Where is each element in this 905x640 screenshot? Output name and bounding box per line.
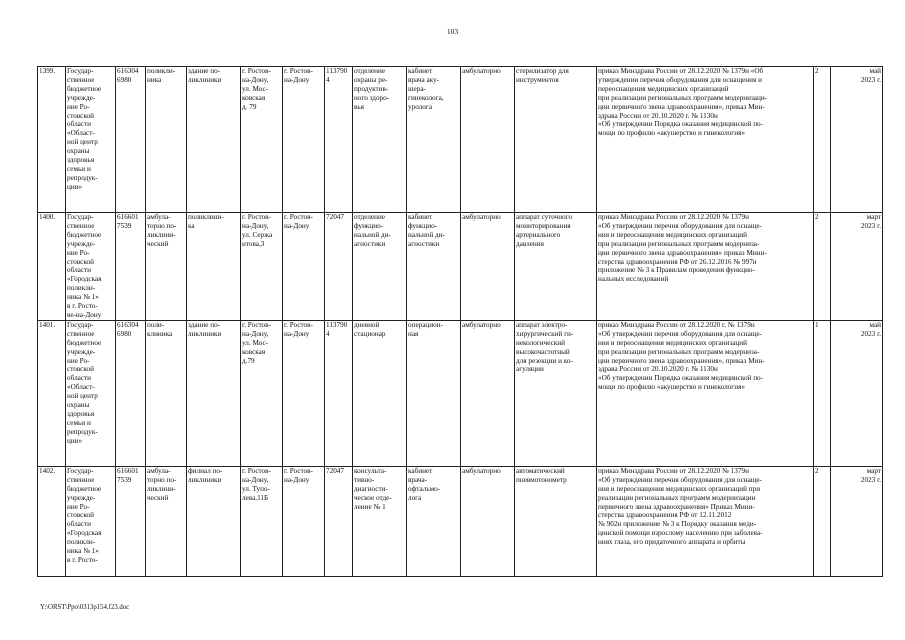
organization-line: бюджетное <box>67 484 102 493</box>
equipment-line: для резекции и ко- <box>516 356 573 365</box>
city-line: г. Ростов- <box>284 320 313 329</box>
organization-line: ние Ро- <box>67 102 90 111</box>
organization-line: ние Ро- <box>67 356 90 365</box>
quantity-value: 2 <box>815 213 819 221</box>
department-cell <box>353 466 407 576</box>
institution-type-line: клиника <box>147 329 173 338</box>
address-line: на-Дону, <box>242 475 269 484</box>
table-row <box>38 320 883 466</box>
organization-code-line: 6980 <box>117 75 132 84</box>
organization-line: ной центр <box>67 138 98 147</box>
quantity-value: 2 <box>815 466 819 475</box>
location-code-line: 4 <box>326 329 330 338</box>
row-number-value: 1399. <box>39 67 56 75</box>
room-line: врача- <box>408 475 428 484</box>
legal-basis-cell <box>597 213 814 321</box>
department-line: вья <box>354 102 364 111</box>
room-line: лога <box>408 493 422 502</box>
institution-type-cell <box>146 320 187 466</box>
organization-line: «Городская <box>67 275 102 284</box>
legal-basis-cell <box>597 320 814 466</box>
organization-line: поликли- <box>67 284 96 293</box>
location-code-line: 4 <box>326 75 330 84</box>
organization-line: учрежде- <box>67 93 96 102</box>
due-date-line: май <box>869 67 881 75</box>
building-cell <box>187 320 241 466</box>
room-line: функцио- <box>408 221 438 230</box>
organization-code-cell <box>116 213 146 321</box>
department-line: диагности- <box>354 484 388 493</box>
quantity-cell <box>814 213 831 321</box>
legal-basis-line: ции первичного звена здравоохранения» приказ Мини- <box>598 248 767 257</box>
equipment-cell <box>515 466 597 576</box>
organization-line: ственное <box>67 475 95 484</box>
legal-basis-line: цинской помощи взрослому населению при заболева- <box>598 529 763 538</box>
city-line: на-Дону <box>284 221 310 230</box>
equipment-line: стерилизатор для <box>516 67 569 75</box>
quantity-cell <box>814 320 831 466</box>
organization-line: бюджетное <box>67 338 102 347</box>
equipment-line: пневмотонометр <box>516 475 567 484</box>
address-line: лева,11Б <box>242 493 269 502</box>
department-line: продуктив- <box>354 84 389 93</box>
address-line: нтова,3 <box>242 239 265 248</box>
legal-basis-line: переоснащения медицинских организаций <box>598 84 729 93</box>
address-line: на-Дону, <box>242 329 269 338</box>
organization-line: Государ- <box>67 67 94 75</box>
organization-line: ции» <box>67 182 83 191</box>
organization-line: ственное <box>67 221 95 230</box>
building-cell <box>187 213 241 321</box>
due-date-line: март <box>866 466 881 475</box>
equipment-line: артериального <box>516 230 561 239</box>
organization-line: охраны <box>67 401 90 410</box>
organization-line: здоровья <box>67 409 95 418</box>
address-line: ковская <box>242 93 266 102</box>
room-cell <box>407 213 461 321</box>
building-line: здание по- <box>188 67 221 75</box>
room-cell <box>407 67 461 213</box>
equipment-cell <box>515 67 597 213</box>
due-date-cell <box>831 466 883 576</box>
organization-line: поликли- <box>67 538 96 547</box>
location-code-cell <box>325 320 353 466</box>
equipment-line: высокочастотный <box>516 347 570 356</box>
care-condition-line: амбулаторно <box>462 213 501 221</box>
room-line: ная <box>408 329 419 338</box>
organization-line: стовской <box>67 257 94 266</box>
due-date-cell <box>831 320 883 466</box>
organization-line: ника № 1» <box>67 547 99 556</box>
room-line: нальной ди- <box>408 230 445 239</box>
institution-type-line: ника <box>147 75 162 84</box>
legal-basis-line: при реализации региональных программ модерниза- <box>598 239 760 248</box>
room-line: кабинет <box>408 67 433 75</box>
row-number-value: 1402. <box>39 466 56 475</box>
quantity-cell <box>814 466 831 576</box>
legal-basis-line: ния и переоснащения медицинских организаций при <box>598 484 761 493</box>
legal-basis-line: здрава России от 20.10.2020 г. № 1130н <box>598 111 718 120</box>
organization-code-line: 7539 <box>117 475 132 484</box>
address-line: на-Дону, <box>242 75 269 84</box>
legal-basis-line: ния и переоснащения медицинских организаций <box>598 230 747 239</box>
row-number-value: 1400. <box>39 213 56 221</box>
legal-basis-line: ниях глаза, его придаточного аппарата и орбиты <box>598 538 746 547</box>
organization-line: учрежде- <box>67 493 96 502</box>
department-line: ление № 1 <box>354 502 386 511</box>
legal-basis-line: утверждении перечня оборудования для оснащения и <box>598 75 762 84</box>
room-line: агностики <box>408 239 440 248</box>
department-line: нальной ди- <box>354 230 391 239</box>
department-line: ческое отде- <box>354 493 392 502</box>
table-body <box>38 67 883 577</box>
institution-type-line: ликлини- <box>147 484 176 493</box>
address-line: ковская <box>242 347 266 356</box>
address-line: г. Ростов- <box>242 67 271 75</box>
room-line: шера- <box>408 84 426 93</box>
care-condition-line: амбулаторно <box>462 466 501 475</box>
room-line: кабинет <box>408 213 433 221</box>
address-cell <box>241 320 283 466</box>
due-date-line: май <box>869 320 881 329</box>
organization-line: стовской <box>67 511 94 520</box>
city-line: г. Ростов- <box>284 466 313 475</box>
organization-code-line: 616304 <box>117 67 139 75</box>
row-number-cell <box>38 213 66 321</box>
care-condition-line: амбулаторно <box>462 67 501 75</box>
organization-line: семьи и <box>67 418 91 427</box>
organization-code-line: 616304 <box>117 320 139 329</box>
organization-code-cell <box>116 320 146 466</box>
equipment-line: хирургический ги- <box>516 329 574 338</box>
care-condition-cell <box>461 466 515 576</box>
quantity-value: 1 <box>815 320 819 329</box>
due-date-line: 2023 г. <box>860 221 881 230</box>
department-line: консульта- <box>354 466 387 475</box>
address-line: ул. Сержа <box>242 230 273 239</box>
building-line: поликлини- <box>188 213 224 221</box>
department-cell <box>353 67 407 213</box>
organization-line: «Област- <box>67 129 95 138</box>
page-number: 103 <box>446 27 459 36</box>
location-code-cell <box>325 67 353 213</box>
footer-file-path: Y:\ORST\Ppo\0313p154.f23.doc <box>40 604 130 611</box>
department-line: тивно- <box>354 475 375 484</box>
organization-line: Государ- <box>67 213 94 221</box>
care-condition-cell <box>461 320 515 466</box>
institution-type-cell <box>146 466 187 576</box>
legal-basis-line: стерства здравоохранения РФ от 12.11.2012 <box>598 511 732 520</box>
institution-type-cell <box>146 213 187 321</box>
building-cell <box>187 466 241 576</box>
address-line: г. Ростов- <box>242 466 271 475</box>
legal-basis-line: нальных исследований <box>598 275 669 284</box>
organization-code-cell <box>116 466 146 576</box>
organization-line: ции» <box>67 436 83 445</box>
address-cell <box>241 67 283 213</box>
organization-line: ственное <box>67 75 95 84</box>
organization-line: в г. Росто- <box>67 555 98 564</box>
row-number-cell <box>38 67 66 213</box>
organization-line: ственное <box>67 329 95 338</box>
equipment-line: аппарат электро- <box>516 320 568 329</box>
location-code-cell <box>325 466 353 576</box>
equipment-cell <box>515 213 597 321</box>
building-line: ликлиники <box>188 475 222 484</box>
equipment-table <box>37 66 883 577</box>
room-cell <box>407 466 461 576</box>
room-line: гинеколога, <box>408 93 444 102</box>
organization-line: учрежде- <box>67 347 96 356</box>
organization-line: области <box>67 120 92 129</box>
legal-basis-line: реализации региональных программ модернизации <box>598 493 756 502</box>
equipment-line: мониторирования <box>516 221 571 230</box>
due-date-line: 2023 г. <box>860 75 881 84</box>
department-line: отделение <box>354 213 386 221</box>
location-code-cell <box>325 213 353 321</box>
organization-line: бюджетное <box>67 230 102 239</box>
organization-line: ние Ро- <box>67 248 90 257</box>
due-date-line: 2023 г. <box>860 475 881 484</box>
institution-type-line: ческий <box>147 239 169 248</box>
organization-line: «Городская <box>67 529 102 538</box>
legal-basis-cell <box>597 67 814 213</box>
equipment-line: агуляции <box>516 365 544 374</box>
city-cell <box>283 320 325 466</box>
room-line: кабинет <box>408 466 433 475</box>
care-condition-cell <box>461 213 515 321</box>
legal-basis-line: «Об утверждении перечня оборудования для оснаще- <box>598 329 762 338</box>
legal-basis-line: мощи по профилю «акушерство и гинекология» <box>598 383 745 392</box>
equipment-line: автоматический <box>516 466 565 475</box>
legal-basis-line: приказ Минздрава России от 28.12.2020 № 1379н «Об <box>598 67 764 75</box>
city-line: на-Дону <box>284 329 310 338</box>
institution-type-line: торно по- <box>147 475 177 484</box>
care-condition-cell <box>461 67 515 213</box>
row-number-cell <box>38 320 66 466</box>
legal-basis-line: ции первичного звена здравоохранения», приказ Мин- <box>598 102 765 111</box>
organization-line: ника № 1» <box>67 293 99 302</box>
organization-line: области <box>67 520 92 529</box>
city-line: на-Дону <box>284 475 310 484</box>
due-date-line: 2023 г. <box>860 329 881 338</box>
room-line: офтальмо- <box>408 484 441 493</box>
organization-cell <box>66 213 116 321</box>
department-line: охраны ре- <box>354 75 388 84</box>
legal-basis-line: № 902н приложение № 3 к Порядку оказания меди- <box>598 520 757 529</box>
department-line: дневной <box>354 320 380 329</box>
building-line: здание по- <box>188 320 221 329</box>
legal-basis-line: при реализации региональных программ модерниза- <box>598 347 760 356</box>
legal-basis-line: «Об утверждении перечня оборудования для оснаще- <box>598 475 762 484</box>
organization-line: в г. Росто- <box>67 302 98 311</box>
legal-basis-line: приложение № 3 к Правилам проведения функцио- <box>598 266 755 275</box>
legal-basis-line: приказ Минздрава России от 28.12.2020 № 1379н <box>598 466 749 475</box>
address-line: г. Ростов- <box>242 320 271 329</box>
organization-cell <box>66 466 116 576</box>
legal-basis-line: приказ Минздрава России от 28.12.2020 г. № 1379н <box>598 320 755 329</box>
department-line: стационар <box>354 329 386 338</box>
legal-basis-line: «Об утверждении Порядка оказания медицинской по- <box>598 374 764 383</box>
building-line: ликлиники <box>188 329 222 338</box>
address-line: ул. Тупо- <box>242 484 270 493</box>
department-line: функцио- <box>354 221 384 230</box>
quantity-value: 2 <box>815 67 819 75</box>
department-cell <box>353 320 407 466</box>
city-line: на-Дону <box>284 75 310 84</box>
legal-basis-line: стерства здравоохранения РФ от 26.12.2016 № 997н <box>598 257 757 266</box>
city-line: г. Ростов- <box>284 67 313 75</box>
room-line: уролога <box>408 102 433 111</box>
organization-cell <box>66 320 116 466</box>
building-line: ка <box>188 221 195 230</box>
organization-line: репродук- <box>67 427 98 436</box>
room-line: врача аку- <box>408 75 440 84</box>
organization-line: стовской <box>67 111 94 120</box>
address-line: г. Ростов- <box>242 213 271 221</box>
organization-line: ве-на-Дону <box>67 310 102 319</box>
equipment-cell <box>515 320 597 466</box>
organization-cell <box>66 67 116 213</box>
organization-line: области <box>67 374 92 383</box>
legal-basis-line: «Об утверждении перечня оборудования для оснаще- <box>598 221 762 230</box>
institution-type-line: поли- <box>147 320 165 329</box>
city-cell <box>283 67 325 213</box>
location-code-line: 113790 <box>326 67 348 75</box>
organization-code-line: 6980 <box>117 329 132 338</box>
organization-code-cell <box>116 67 146 213</box>
organization-line: бюджетное <box>67 84 102 93</box>
due-date-cell <box>831 67 883 213</box>
legal-basis-line: при реализации региональных программ модернизаци- <box>598 93 768 102</box>
organization-line: области <box>67 266 92 275</box>
address-cell <box>241 213 283 321</box>
organization-code-line: 616601 <box>117 213 139 221</box>
care-condition-line: амбулаторно <box>462 320 501 329</box>
location-code-line: 72047 <box>326 466 344 475</box>
table-row <box>38 213 883 321</box>
building-line: ликлиники <box>188 75 222 84</box>
building-line: филиал по- <box>188 466 223 475</box>
building-cell <box>187 67 241 213</box>
quantity-cell <box>814 67 831 213</box>
organization-code-line: 7539 <box>117 221 132 230</box>
organization-line: Государ- <box>67 320 94 329</box>
organization-line: здоровья <box>67 156 95 165</box>
legal-basis-line: мощи по профилю «акушерство и гинекология» <box>598 129 745 138</box>
organization-line: репродук- <box>67 173 98 182</box>
organization-line: охраны <box>67 147 90 156</box>
address-line: на-Дону, <box>242 221 269 230</box>
institution-type-line: ликлини- <box>147 230 176 239</box>
room-line: операцион- <box>408 320 443 329</box>
institution-type-line: поликли- <box>147 67 176 75</box>
due-date-cell <box>831 213 883 321</box>
room-cell <box>407 320 461 466</box>
legal-basis-line: здрава России от 20.10.2020 г. № 1130н <box>598 365 718 374</box>
table-row <box>38 466 883 576</box>
address-line: д. 79 <box>242 102 257 111</box>
location-code-line: 113790 <box>326 320 348 329</box>
address-line: ул. Мос- <box>242 84 269 93</box>
institution-type-line: амбула- <box>147 466 171 475</box>
organization-line: стовской <box>67 365 94 374</box>
organization-code-line: 616601 <box>117 466 139 475</box>
location-code-line: 72047 <box>326 213 344 221</box>
department-line: агностики <box>354 239 386 248</box>
address-cell <box>241 466 283 576</box>
due-date-line: март <box>866 213 881 221</box>
city-cell <box>283 213 325 321</box>
equipment-line: давления <box>516 239 544 248</box>
department-line: отделение <box>354 67 386 75</box>
legal-basis-line: первичного звена здравоохранения» Приказ Мини- <box>598 502 755 511</box>
legal-basis-cell <box>597 466 814 576</box>
legal-basis-line: ции первичного звена здравоохранения», приказ Мин- <box>598 356 765 365</box>
equipment-line: некологический <box>516 338 565 347</box>
organization-line: учрежде- <box>67 239 96 248</box>
row-number-value: 1401. <box>39 320 56 329</box>
organization-line: Государ- <box>67 466 94 475</box>
legal-basis-line: «Об утверждении Порядка оказания медицинской по- <box>598 120 764 129</box>
city-cell <box>283 466 325 576</box>
organization-line: ной центр <box>67 392 98 401</box>
institution-type-line: амбула- <box>147 213 171 221</box>
organization-line: «Област- <box>67 383 95 392</box>
institution-type-cell <box>146 67 187 213</box>
institution-type-line: ческий <box>147 493 169 502</box>
legal-basis-line: ния и переоснащения медицинских организаций <box>598 338 747 347</box>
organization-line: ние Ро- <box>67 502 90 511</box>
institution-type-line: торно по- <box>147 221 177 230</box>
department-cell <box>353 213 407 321</box>
equipment-line: инструментов <box>516 75 559 84</box>
equipment-line: аппарат суточного <box>516 213 573 221</box>
department-line: ного здоро- <box>354 93 390 102</box>
address-line: ул. Мос- <box>242 338 269 347</box>
address-line: д.79 <box>242 356 255 365</box>
table-row <box>38 67 883 213</box>
row-number-cell <box>38 466 66 576</box>
legal-basis-line: приказ Минздрава России от 28.12.2020 № 1379н <box>598 213 749 221</box>
organization-line: семьи и <box>67 164 91 173</box>
city-line: г. Ростов- <box>284 213 313 221</box>
